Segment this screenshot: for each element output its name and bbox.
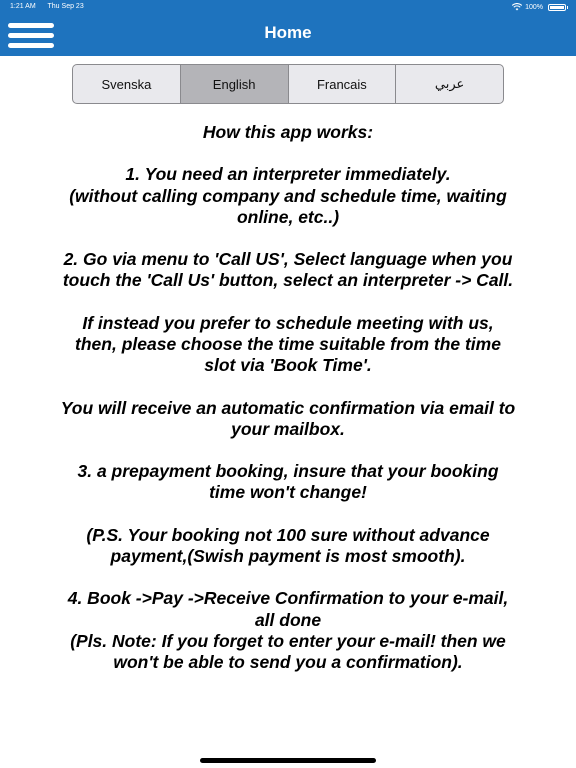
status-left — [10, 3, 94, 10]
step-4-line-1: 4. Book ->Pay ->Receive Confirmation to your e-mail, all done — [67, 588, 509, 630]
battery-icon — [548, 4, 566, 11]
step-2: 2. Go via menu to 'Call US', Select language when you touch the 'Call Us' button, select an interpreter -> Call. — [62, 249, 514, 291]
page-title: Home — [264, 23, 312, 42]
step-4 — [60, 588, 516, 673]
navigation-bar — [0, 14, 576, 56]
step-1-line-2: (without calling company and schedule time, waiting online, etc..) — [69, 185, 507, 227]
step-4-line-2: (Pls. Note: If you forget to enter your e-mail! then we won't be able to send you a confirmation). — [70, 630, 506, 672]
schedule-info: If instead you prefer to schedule meeting with us, then, please choose the time suitable from the time slot via 'Book Time'. — [75, 312, 501, 376]
language-svenska-segment[interactable]: Svenska — [73, 65, 181, 103]
home-indicator[interactable] — [200, 758, 376, 763]
wifi-icon — [512, 3, 522, 11]
status-bar — [0, 0, 576, 14]
status-right — [512, 3, 566, 11]
language-francais-segment[interactable]: Francais — [289, 65, 397, 103]
language-selector — [72, 64, 504, 104]
status-time: 1:21 AM — [10, 3, 36, 10]
ps-note: (P.S. Your booking not 100 sure without advance payment,(Swish payment is most smooth). — [86, 524, 490, 566]
step-3: 3. a prepayment booking, insure that your booking time won't change! — [77, 461, 499, 503]
instructions-text — [60, 122, 516, 694]
step-1-line-1: 1. You need an interpreter immediately. — [125, 164, 451, 185]
language-english-segment[interactable]: English — [181, 65, 289, 103]
confirmation-info: You will receive an automatic confirmation via email to your mailbox. — [60, 397, 516, 439]
language-arabic-segment[interactable]: عربي — [434, 76, 465, 91]
status-date: Thu Sep 23 — [47, 3, 84, 10]
step-1 — [60, 164, 516, 228]
battery-percent: 100% — [525, 3, 543, 11]
instructions-heading: How this app works: — [202, 122, 374, 142]
menu-bar-bottom — [8, 43, 54, 48]
